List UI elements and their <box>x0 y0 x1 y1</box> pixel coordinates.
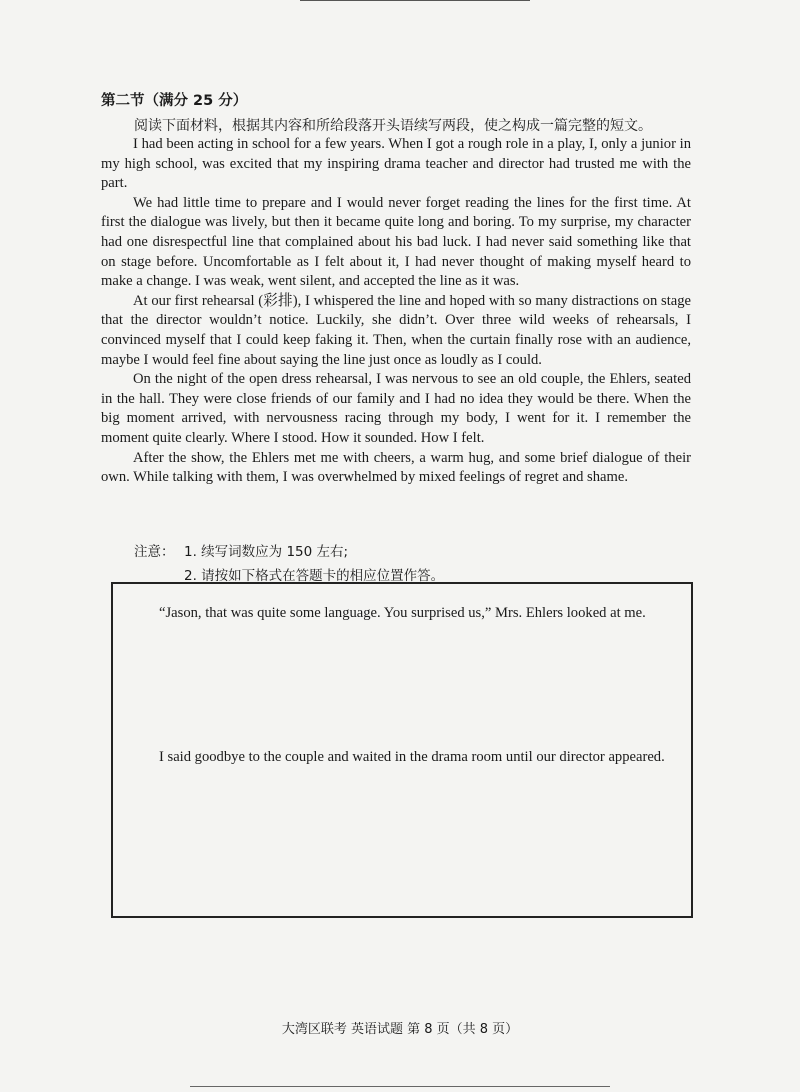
passage-paragraph-2: We had little time to prepare and I would never forget reading the lines for the first time. At first the dialogue was lively, but then it became quite long and boring. To my surprise, my character had one disrespectful line that complained about his bad luck. I had never said something like that on stage before. Uncomfortable as I felt about it, I had never thought of making myself heard to make a change. I was weak, went silent, and accepted the line as it was. <box>101 194 691 290</box>
passage-paragraph-5: After the show, the Ehlers met me with cheers, a warm hug, and some brief dialogue of their own. While talking with them, I was overwhelmed by mixed feelings of regret and shame. <box>101 449 691 486</box>
notes-label: 注意： <box>134 544 175 560</box>
passage-paragraph-3: At our first rehearsal (彩排), I whispered the line and hoped with so many distractions on stage that the director wouldn’t notice. Luckily, she didn’t. Over three wild weeks of rehearsals, I convinced myself that I could keep faking it. Then, when the curtain finally rose with an audience, maybe I would feel fine about saying the line just once as loudly as I could. <box>101 292 691 368</box>
instruction-text: 阅读下面材料，根据其内容和所给段落开头语续写两段，使之构成一篇完整的短文。 <box>134 118 652 134</box>
note-item-1: 1. 续写词数应为 150 左右; <box>184 544 349 560</box>
passage-paragraph-1: I had been acting in school for a few years. When I got a rough role in a play, I, only a junior in my high school, was excited that my inspiring drama teacher and director had trusted me with the part. <box>101 136 691 192</box>
passage-paragraph-4: On the night of the open dress rehearsal, I was nervous to see an old couple, the Ehlers, seated in the hall. They were close friends of our family and I had no idea they would be there. When the big moment arrived, with nervousness racing through my body, I went for it. I remember the moment quite clearly. Where I stood. How it sounded. How I felt. <box>101 371 691 446</box>
notes <box>134 540 444 588</box>
reading-passage <box>101 135 691 488</box>
paragraph-starter-1: “Jason, that was quite some language. You surprised us,” Mrs. Ehlers looked at me. <box>159 605 646 621</box>
top-rule <box>300 0 530 1</box>
page-footer: 大湾区联考 英语试题 第 8 页（共 8 页） <box>281 1022 519 1037</box>
bottom-rule <box>190 1086 610 1087</box>
note-item-2: 2. 请按如下格式在答题卡的相应位置作答。 <box>184 568 445 584</box>
section-title: 第二节（满分 25 分） <box>101 93 248 109</box>
paragraph-starter-2: I said goodbye to the couple and waited in the drama room until our director appeared. <box>159 749 665 765</box>
answer-box <box>111 582 693 918</box>
